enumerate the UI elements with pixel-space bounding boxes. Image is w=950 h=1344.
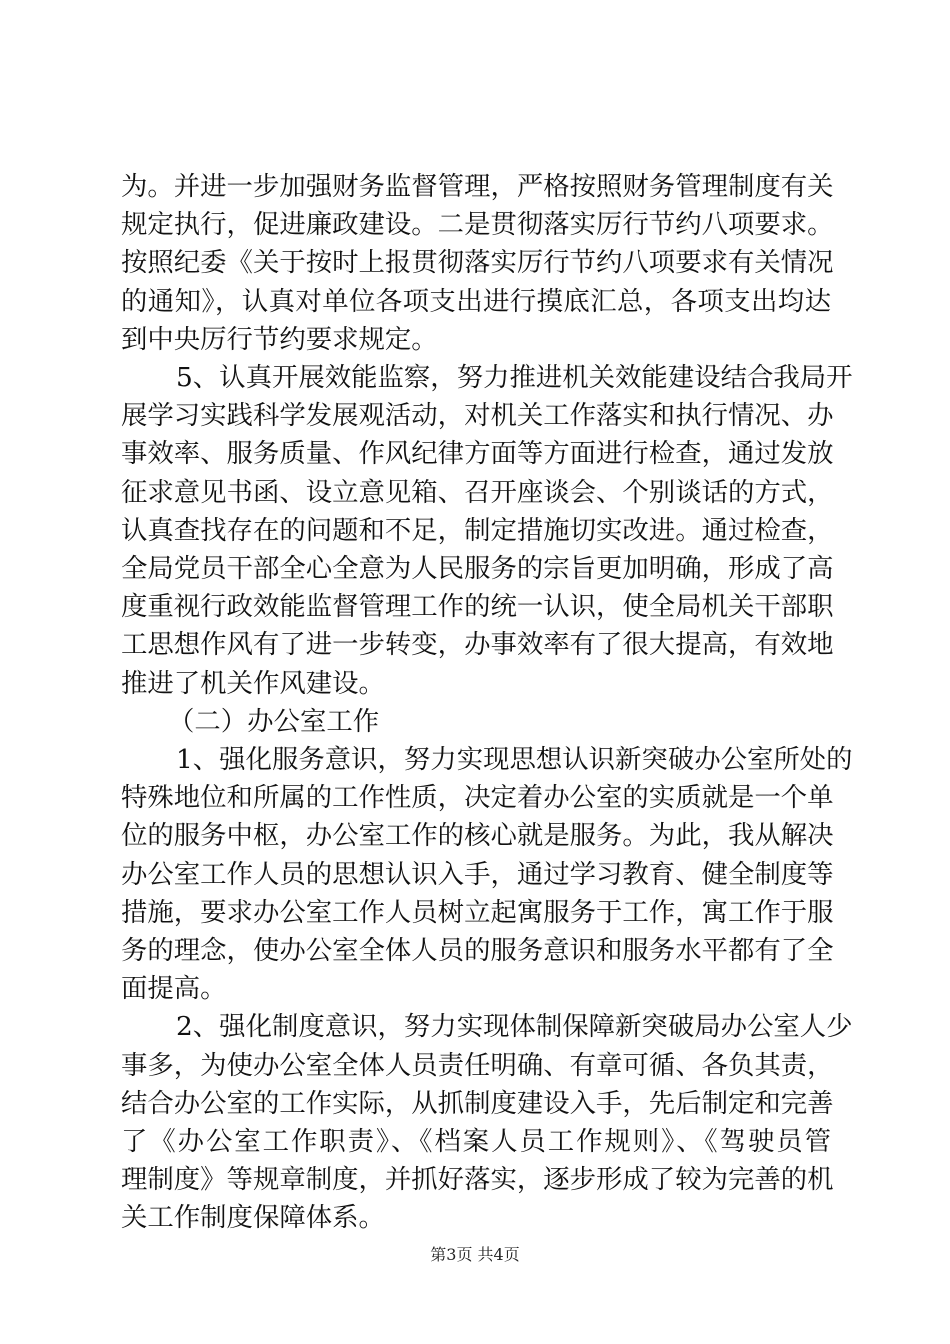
text-line-6: 5、认真开展效能监察，努力推进机关效能建设结合我局开 bbox=[176, 362, 853, 393]
text-line-26: 了《办公室工作职责》、《档案人员工作规则》、《驾驶员管 bbox=[121, 1126, 831, 1157]
text-line-23: 2、强化制度意识，努力实现体制保障新突破局办公室人少 bbox=[176, 1011, 853, 1042]
text-line-19: 办公室工作人员的思想认识入手，通过学习教育、健全制度等 bbox=[121, 859, 834, 890]
text-line-3: 按照纪委《关于按时上报贯彻落实厉行节约八项要求有关情况 bbox=[121, 247, 834, 278]
text-line-28: 关工作制度保障体系。 bbox=[121, 1202, 385, 1233]
text-line-13: 工思想作风有了进一步转变，办事效率有了很大提高，有效地 bbox=[121, 629, 834, 660]
text-line-18: 位的服务中枢，办公室工作的核心就是服务。为此，我从解决 bbox=[121, 820, 834, 851]
text-line-10: 认真查找存在的问题和不足，制定措施切实改进。通过检查， bbox=[121, 515, 834, 546]
text-line-14: 推进了机关作风建设。 bbox=[121, 668, 385, 699]
text-line-8: 事效率、服务质量、作风纪律方面等方面进行检查，通过发放 bbox=[121, 438, 834, 469]
text-line-5: 到中央厉行节约要求规定。 bbox=[121, 324, 438, 355]
text-line-4: 的通知》，认真对单位各项支出进行摸底汇总，各项支出均达 bbox=[121, 286, 831, 317]
text-line-11: 全局党员干部全心全意为人民服务的宗旨更加明确，形成了高 bbox=[121, 553, 834, 584]
text-line-24: 事多，为使办公室全体人员责任明确、有章可循、各负其责， bbox=[121, 1050, 834, 1081]
text-line-27: 理制度》等规章制度，并抓好落实，逐步形成了较为完善的机 bbox=[121, 1164, 834, 1195]
text-line-2: 规定执行，促进廉政建设。二是贯彻落实厉行节约八项要求。 bbox=[121, 209, 834, 240]
text-line-1: 为。并进一步加强财务监督管理，严格按照财务管理制度有关 bbox=[121, 171, 834, 202]
text-line-25: 结合办公室的工作实际，从抓制度建设入手，先后制定和完善 bbox=[121, 1088, 834, 1119]
text-line-20: 措施，要求办公室工作人员树立起寓服务于工作，寓工作于服 bbox=[121, 897, 834, 928]
text-line-16: 1、强化服务意识，努力实现思想认识新突破办公室所处的 bbox=[176, 744, 853, 775]
text-line-9: 征求意见书函、设立意见箱、召开座谈会、个别谈话的方式， bbox=[121, 477, 834, 508]
text-line-22: 面提高。 bbox=[121, 973, 227, 1004]
text-line-17: 特殊地位和所属的工作性质，决定着办公室的实质就是一个单 bbox=[121, 782, 834, 813]
text-line-21: 务的理念，使办公室全体人员的服务意识和服务水平都有了全 bbox=[121, 935, 834, 966]
section-heading: （二）办公室工作 bbox=[168, 706, 380, 737]
page-number-footer: 第3页 共4页 bbox=[430, 1245, 520, 1264]
text-line-7: 展学习实践科学发展观活动，对机关工作落实和执行情况、办 bbox=[121, 400, 834, 431]
text-line-12: 度重视行政效能监督管理工作的统一认识，使全局机关干部职 bbox=[121, 591, 834, 622]
